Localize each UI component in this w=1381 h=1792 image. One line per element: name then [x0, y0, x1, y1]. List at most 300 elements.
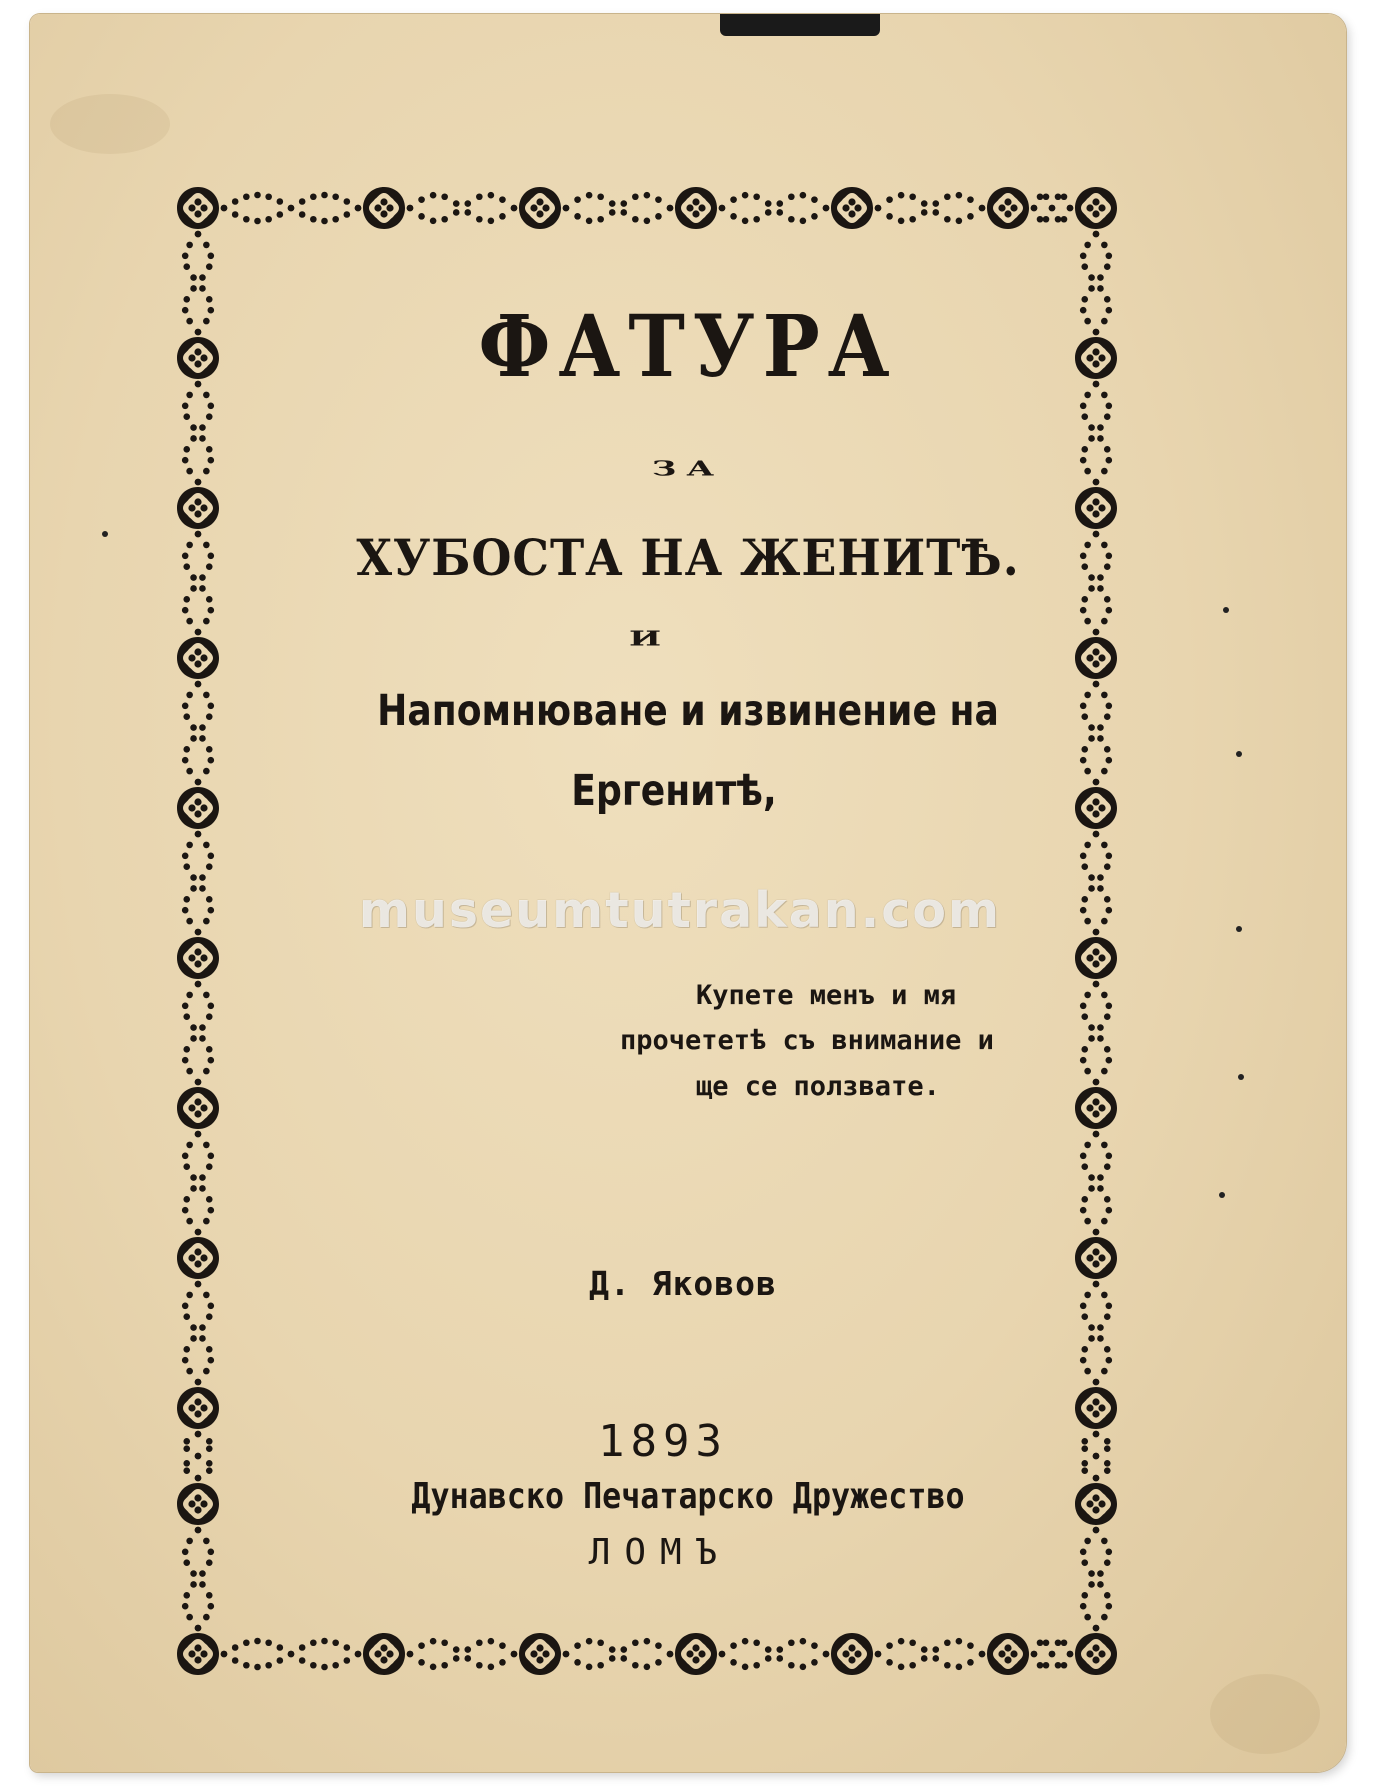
border-dot [277, 211, 284, 218]
border-dot [186, 1142, 193, 1149]
border-dot [499, 1642, 506, 1649]
rosette-part [998, 204, 1005, 211]
rosette-part [374, 204, 381, 211]
rosette-part [536, 210, 543, 217]
border-dot [199, 1185, 206, 1192]
border-dot [967, 196, 974, 203]
border-dot [344, 198, 351, 205]
border-dot [1080, 1207, 1087, 1214]
border-dot [182, 402, 189, 409]
border-dot [1093, 1229, 1100, 1236]
border-dot [190, 435, 197, 442]
rosette-part [842, 204, 849, 211]
border-dot [190, 1024, 197, 1031]
border-dot [655, 1642, 662, 1649]
border-dot [476, 1662, 483, 1669]
border-dot [1037, 1662, 1044, 1669]
border-dot [1088, 1185, 1095, 1192]
border-dot [1093, 1079, 1100, 1086]
rosette-part [1086, 1650, 1093, 1657]
border-dot [1101, 242, 1108, 249]
rosette-ornament [177, 937, 219, 979]
border-dot [1101, 1218, 1108, 1225]
border-dot [190, 1335, 197, 1342]
border-dot [430, 218, 437, 225]
border-dot [206, 1046, 213, 1053]
rosette-part [188, 654, 195, 661]
border-dot [1080, 1302, 1087, 1309]
rosette-ornament [177, 487, 219, 529]
border-dot [1061, 193, 1068, 200]
border-dot [1104, 446, 1111, 453]
border-dot [811, 1659, 818, 1666]
border-dot [206, 596, 213, 603]
rosette-part [194, 960, 201, 967]
rosette-part [200, 504, 207, 511]
border-dot [1031, 205, 1038, 212]
border-dot [464, 1646, 471, 1653]
rosette-part [200, 1254, 207, 1261]
border-dot [232, 198, 239, 205]
border-dot [909, 193, 916, 200]
border-dot [979, 1651, 986, 1658]
rosette-ornament [1075, 937, 1117, 979]
border-dot [644, 1638, 651, 1645]
border-dot [1093, 1131, 1100, 1138]
border-dot [288, 1651, 295, 1658]
rosette-part [200, 1650, 207, 1657]
border-dot [730, 1659, 737, 1666]
rosette-part [998, 1650, 1005, 1657]
rosette-part [530, 204, 537, 211]
rosette-part [842, 1650, 849, 1657]
border-dot [199, 274, 206, 281]
rosette-part [1092, 960, 1099, 967]
rosette-part [194, 198, 201, 205]
border-dot [765, 200, 772, 207]
rosette-part [1004, 1644, 1011, 1651]
border-dot [667, 1651, 674, 1658]
rosette-part [848, 198, 855, 205]
border-dot [1104, 1346, 1111, 1353]
border-dot [277, 198, 284, 205]
rosette-part [188, 504, 195, 511]
border-dot [1104, 413, 1111, 420]
border-dot [1081, 1313, 1088, 1320]
border-dot [183, 596, 190, 603]
rosette-ornament [987, 187, 1029, 229]
border-dot [1097, 424, 1104, 431]
rosette-part [194, 948, 201, 955]
border-dot [199, 1335, 206, 1342]
rosette-part [194, 1110, 201, 1117]
border-dot [488, 218, 495, 225]
border-dot [563, 205, 570, 212]
border-dot [1101, 1614, 1108, 1621]
border-dot [1080, 1057, 1087, 1064]
border-dot [1043, 193, 1050, 200]
border-dot [1080, 1152, 1087, 1159]
border-dot [776, 1655, 783, 1662]
border-dot [195, 1079, 202, 1086]
rosette-part [854, 1650, 861, 1657]
border-dot [1043, 1639, 1050, 1646]
border-dot [265, 216, 272, 223]
rosette-part [1075, 187, 1117, 229]
border-dot [1097, 1035, 1104, 1042]
rosette-part [987, 1633, 1029, 1675]
border-dot [1084, 1614, 1091, 1621]
border-dot [1097, 1174, 1104, 1181]
border-dot [1106, 1207, 1113, 1214]
conjunction: И [628, 627, 668, 651]
border-dot [1031, 1651, 1038, 1658]
border-dot [788, 1662, 795, 1669]
border-dot [199, 1174, 206, 1181]
border-dot [186, 1614, 193, 1621]
border-dot [909, 1639, 916, 1646]
border-dot [1055, 1639, 1062, 1646]
border-dot [206, 863, 213, 870]
border-dot [1106, 852, 1113, 859]
border-dot [875, 1651, 882, 1658]
border-dot [1088, 1324, 1095, 1331]
border-dot [190, 874, 197, 881]
border-dot [1104, 1163, 1111, 1170]
border-dot [453, 209, 460, 216]
border-dot [632, 1662, 639, 1669]
border-dot [632, 193, 639, 200]
rosette-part [1098, 1254, 1105, 1261]
border-dot [265, 1639, 272, 1646]
border-dot [199, 1035, 206, 1042]
border-dot [186, 992, 193, 999]
border-dot [956, 1664, 963, 1671]
rosette-part [1086, 1254, 1093, 1261]
border-dot [898, 192, 905, 199]
border-dot [909, 216, 916, 223]
border-dot [1104, 863, 1111, 870]
border-dot [898, 1664, 905, 1671]
border-dot [332, 193, 339, 200]
border-dot [195, 831, 202, 838]
rosette-part [542, 204, 549, 211]
border-dot [199, 424, 206, 431]
border-dot [609, 200, 616, 207]
border-dot [243, 1639, 250, 1646]
border-dot [203, 1368, 210, 1375]
rosette-part [1092, 948, 1099, 955]
rosette-part [194, 1098, 201, 1105]
border-dot [1097, 1335, 1104, 1342]
border-dot [719, 205, 726, 212]
publication-year: 1893 [598, 1416, 728, 1467]
border-dot [199, 285, 206, 292]
rosette-ornament [519, 1633, 561, 1675]
border-dot [597, 1662, 604, 1669]
border-dot [499, 1659, 506, 1666]
border-dot [206, 446, 213, 453]
border-dot [967, 1659, 974, 1666]
rosette-ornament [675, 1633, 717, 1675]
border-dot [1097, 735, 1104, 742]
border-dot [344, 1657, 351, 1664]
border-dot [182, 1057, 189, 1064]
border-dot [1106, 1357, 1113, 1364]
border-dot [921, 1646, 928, 1653]
border-dot [1080, 1357, 1087, 1364]
rosette-part [200, 1404, 207, 1411]
rosette-part [188, 1404, 195, 1411]
border-dot [574, 213, 581, 220]
border-dot [875, 205, 882, 212]
border-dot [208, 402, 215, 409]
border-dot [1081, 1592, 1088, 1599]
border-dot [182, 1357, 189, 1364]
border-dot [441, 1639, 448, 1646]
rosette-part [1004, 210, 1011, 217]
border-dot [190, 285, 197, 292]
border-dot [476, 193, 483, 200]
border-dot [488, 1664, 495, 1671]
border-dot [620, 209, 627, 216]
border-dot [800, 192, 807, 199]
border-dot [243, 1662, 250, 1669]
border-dot [1081, 596, 1088, 603]
rosette-ornament [363, 187, 405, 229]
border-dot [1081, 863, 1088, 870]
rosette-part [374, 1650, 381, 1657]
border-dot [453, 200, 460, 207]
border-dot [288, 205, 295, 212]
rosette-part [177, 1633, 219, 1675]
border-dot [511, 1651, 518, 1658]
border-dot [753, 1662, 760, 1669]
rosette-part [177, 1087, 219, 1129]
border-dot [186, 1068, 193, 1075]
border-dot [811, 213, 818, 220]
border-dot [186, 618, 193, 625]
rosette-part [1092, 1644, 1099, 1651]
border-dot [183, 863, 190, 870]
border-dot [206, 413, 213, 420]
border-dot [299, 211, 306, 218]
border-dot [823, 205, 830, 212]
rosette-ornament [831, 187, 873, 229]
border-dot [944, 1662, 951, 1669]
rosette-ornament [177, 187, 219, 229]
rosette-part [1092, 510, 1099, 517]
border-dot [1080, 1002, 1087, 1009]
border-dot [203, 618, 210, 625]
rosette-part [1086, 654, 1093, 661]
border-dot [344, 211, 351, 218]
author-name: Д. Яковов [589, 1264, 777, 1303]
border-dot [1106, 607, 1113, 614]
border-dot [183, 1046, 190, 1053]
border-dot [208, 1057, 215, 1064]
border-dot [453, 1655, 460, 1662]
border-dot [199, 735, 206, 742]
border-dot [644, 192, 651, 199]
border-dot [208, 252, 215, 259]
border-dot [1067, 1651, 1074, 1658]
border-dot [243, 216, 250, 223]
rosette-part [1098, 954, 1105, 961]
border-dot [944, 1639, 951, 1646]
border-dot [1084, 842, 1091, 849]
rosette-part [200, 954, 207, 961]
border-dot [310, 216, 317, 223]
border-dot [921, 209, 928, 216]
rosette-part [194, 210, 201, 217]
border-dot [206, 746, 213, 753]
border-dot [299, 198, 306, 205]
rosette-part [188, 954, 195, 961]
border-dot [1061, 1662, 1068, 1669]
border-dot [788, 216, 795, 223]
border-dot [1088, 435, 1095, 442]
border-dot [719, 1651, 726, 1658]
border-dot [206, 1467, 213, 1474]
border-dot [1104, 1592, 1111, 1599]
rosette-ornament [675, 187, 717, 229]
watermark: museumtutrakan.com [358, 882, 1002, 939]
border-dot [1061, 216, 1068, 223]
border-dot [742, 1664, 749, 1671]
border-dot [1088, 285, 1095, 292]
border-dot [574, 1659, 581, 1666]
border-dot [932, 200, 939, 207]
border-dot [1101, 1368, 1108, 1375]
border-dot [254, 192, 261, 199]
border-dot [208, 607, 215, 614]
border-dot [1093, 1379, 1100, 1386]
border-dot [1081, 263, 1088, 270]
border-dot [488, 192, 495, 199]
border-dot [182, 607, 189, 614]
border-dot [488, 1638, 495, 1645]
border-dot [909, 1662, 916, 1669]
border-dot [1093, 231, 1100, 238]
border-dot [183, 1592, 190, 1599]
border-dot [206, 1013, 213, 1020]
rosette-part [848, 210, 855, 217]
border-dot [586, 1638, 593, 1645]
border-dot [586, 218, 593, 225]
border-dot [195, 1229, 202, 1236]
rosette-part [692, 198, 699, 205]
border-dot [655, 213, 662, 220]
border-dot [1104, 596, 1111, 603]
rosette-part [194, 510, 201, 517]
border-dot [476, 216, 483, 223]
border-dot [730, 196, 737, 203]
border-dot [203, 1614, 210, 1621]
border-dot [800, 1638, 807, 1645]
border-dot [190, 1174, 197, 1181]
border-dot [208, 757, 215, 764]
border-dot [1049, 1651, 1056, 1658]
rosette-ornament [177, 1633, 219, 1675]
border-dot [182, 757, 189, 764]
border-dot [898, 218, 905, 225]
border-dot [1106, 1152, 1113, 1159]
border-dot [190, 424, 197, 431]
rosette-part [1004, 1656, 1011, 1663]
rosette-part [194, 1644, 201, 1651]
border-dot [1081, 1467, 1088, 1474]
border-dot [310, 1662, 317, 1669]
rosette-part [987, 187, 1029, 229]
border-dot [221, 205, 228, 212]
border-dot [1055, 193, 1062, 200]
border-dot [186, 1218, 193, 1225]
border-dot [310, 193, 317, 200]
border-dot [1080, 252, 1087, 259]
rosette-ornament [1075, 487, 1117, 529]
border-dot [183, 1196, 190, 1203]
rosette-part [1098, 504, 1105, 511]
rosette-part [692, 1644, 699, 1651]
rosette-part [188, 204, 195, 211]
border-dot [407, 1651, 414, 1658]
border-dot [190, 1035, 197, 1042]
border-dot [932, 1646, 939, 1653]
border-dot [1104, 1313, 1111, 1320]
border-dot [742, 192, 749, 199]
rosette-ornament [987, 1633, 1029, 1675]
border-dot [1097, 1185, 1104, 1192]
rosette-part [200, 1104, 207, 1111]
border-dot [203, 1142, 210, 1149]
rosette-part [194, 1656, 201, 1663]
border-dot [183, 1163, 190, 1170]
rosette-part [363, 1633, 405, 1675]
rosette-part [848, 1656, 855, 1663]
border-dot [183, 1013, 190, 1020]
border-dot [332, 1639, 339, 1646]
rosette-part [675, 1633, 717, 1675]
border-dot [407, 205, 414, 212]
border-dot [1097, 274, 1104, 281]
border-dot [499, 196, 506, 203]
border-dot [195, 1625, 202, 1632]
rosette-ornament [1075, 1633, 1117, 1675]
border-dot [1104, 1046, 1111, 1053]
border-dot [1106, 1002, 1113, 1009]
border-dot [574, 1642, 581, 1649]
border-dot [183, 1313, 190, 1320]
border-dot [203, 1068, 210, 1075]
border-dot [1106, 252, 1113, 259]
rosette-part [1004, 198, 1011, 205]
border-dot [206, 1592, 213, 1599]
rosette-part [1092, 660, 1099, 667]
rosette-part [1075, 1633, 1117, 1675]
border-dot [1097, 435, 1104, 442]
border-dot [195, 1131, 202, 1138]
border-dot [1104, 1196, 1111, 1203]
border-dot [418, 196, 425, 203]
border-dot [1081, 746, 1088, 753]
border-dot [1088, 1174, 1095, 1181]
border-dot [1080, 607, 1087, 614]
border-dot [464, 209, 471, 216]
border-dot [182, 1152, 189, 1159]
border-dot [183, 413, 190, 420]
border-dot [620, 1655, 627, 1662]
